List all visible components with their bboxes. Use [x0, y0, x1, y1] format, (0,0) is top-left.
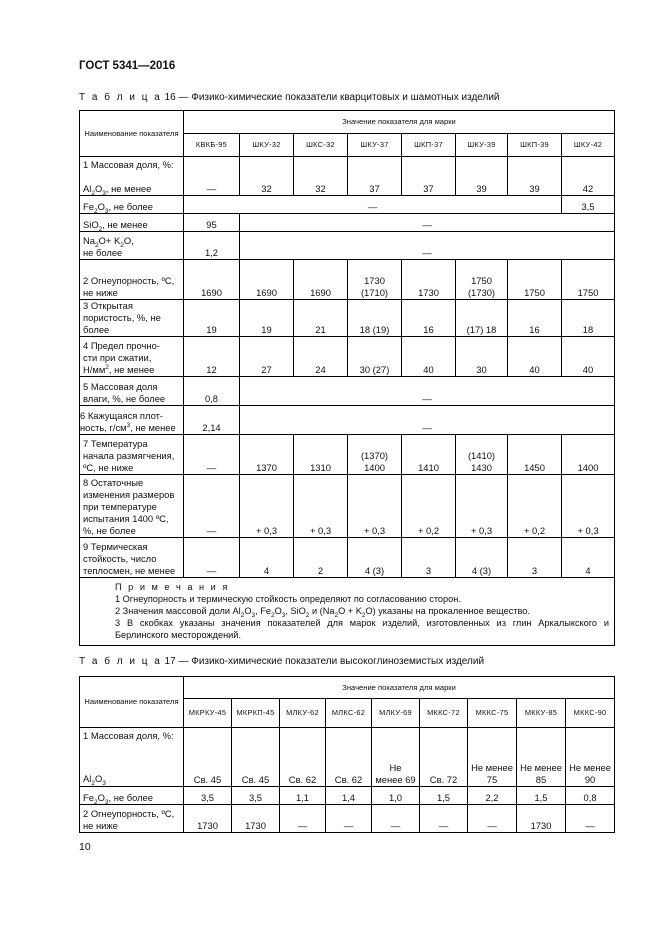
value-column-header: Значение показателя для марки	[184, 111, 615, 134]
table17-caption: Т а б л и ц а 17 — Физико-химические показатели высокоглиноземистых изделий	[79, 656, 485, 667]
page-number: 10	[79, 841, 91, 853]
table-row-strength: 4 Предел прочно- сти при сжатии, $Н/мм^2$, не менее 12 27 24 30 (27) 40 30 40 40	[80, 337, 615, 377]
table-row-al2o3: 1 Массовая доля, %: $Al_2O_3$, не менее — 32 32 37 37 39 39 42	[80, 157, 615, 196]
note-2: 2 Значения массовой доли $Al_2O_3$, $Fe_2O_3$, SiO$_2$ и $(Na_2O + K_2O)$ указаны на прокаленное вещество.	[115, 606, 530, 619]
value-column-header: Значение показателя для марки	[184, 677, 615, 699]
grade-header-row: МКРКУ-45 МКРКП-45 МЛКУ-62 МЛКС-62 МЛКУ-69 МККС-72 МККС-75 МККУ-85 МККС-90	[80, 699, 615, 728]
table-row-moisture: 5 Массовая доля влаги, %, не более 0,8 —	[80, 377, 615, 406]
table-row-softening: 7 Температура начала размягчения, ºС, не ниже — 1370 1310 (1370) 1400 1410 (1410) 1430 1450 1400	[80, 435, 615, 475]
table-row-thermal-stability: 9 Термическая стойкость, число теплосмен, не менее — 4 2 4 (3) 3 4 (3) 3 4	[80, 538, 615, 578]
name-column-header: Наименование показателя	[80, 677, 184, 728]
table-row-refractoriness: 2 Огнеупорность, ºС, не ниже 1690 1690 1690 1730 (1710) 1730 1750 (1730) 1750 1750	[80, 260, 615, 300]
table-row-porosity: 3 Открытая пористость, %, не более 19 19 21 18 (19) 16 (17) 18 16 18	[80, 300, 615, 337]
note-1: 1 Огнеупорность и термическую стойкость определяют по согласованию сторон.	[115, 594, 461, 604]
table-row-al2o3: 1 Массовая доля, %: $Al_2O_3$ Св. 45 Св. 45 Св. 62 Св. 62 Не менее 69 Св. 72 Не менее 75 Не менее 85 Не менее 90	[80, 728, 615, 787]
table-row-residual-changes: 8 Остаточные изменения размеров при температуре испытания 1400 ºС, %, не более — + 0,3 + 0,3 + 0,3 + 0,2 + 0,3 + 0,2 + 0,3	[80, 475, 615, 538]
table-row-density: 6 Кажущаяся плот- ность, $г/см^3$, не менее 2,14 —	[80, 406, 615, 435]
table-row-na2o-k2o: $Na_2O+ K_2O$, не более 1,2 —	[80, 232, 615, 260]
table16-caption: Т а б л и ц а 16 — Физико-химические показатели кварцитовых и шамотных изделий	[79, 92, 500, 103]
notes-title: П р и м е ч а н и я	[115, 582, 230, 592]
table-row-fe2o3: $Fe_2O_3$, не более — 3,5	[80, 196, 615, 214]
table-row-refractoriness: 2 Огнеупорность, ºС, не ниже 1730 1730 — — — — — 1730 —	[80, 805, 615, 833]
name-column-header: Наименование показателя	[80, 111, 184, 157]
table-row-fe2o3: $Fe_2O_3$, не более 3,5 3,5 1,1 1,4 1,0 1,5 2,2 1,5 0,8	[80, 787, 615, 805]
table-16	[79, 110, 615, 646]
notes-row	[80, 578, 615, 646]
standard-title: ГОСТ 5341—2016	[79, 60, 176, 72]
table-17	[79, 676, 615, 833]
table-row-sio2: SiO$_2$, не менее 95 —	[80, 214, 615, 232]
note-3: 3 В скобках указаны значения показателей для марок изделий, изготовленных из глин Аркалыкского и Берлинского месторождений.	[115, 618, 609, 640]
grade-header-row: КВКБ-95 ШКУ-32 ШКС-32 ШКУ-37 ШКП-37 ШКУ-39 ШКП-39 ШКУ-42	[80, 134, 615, 157]
